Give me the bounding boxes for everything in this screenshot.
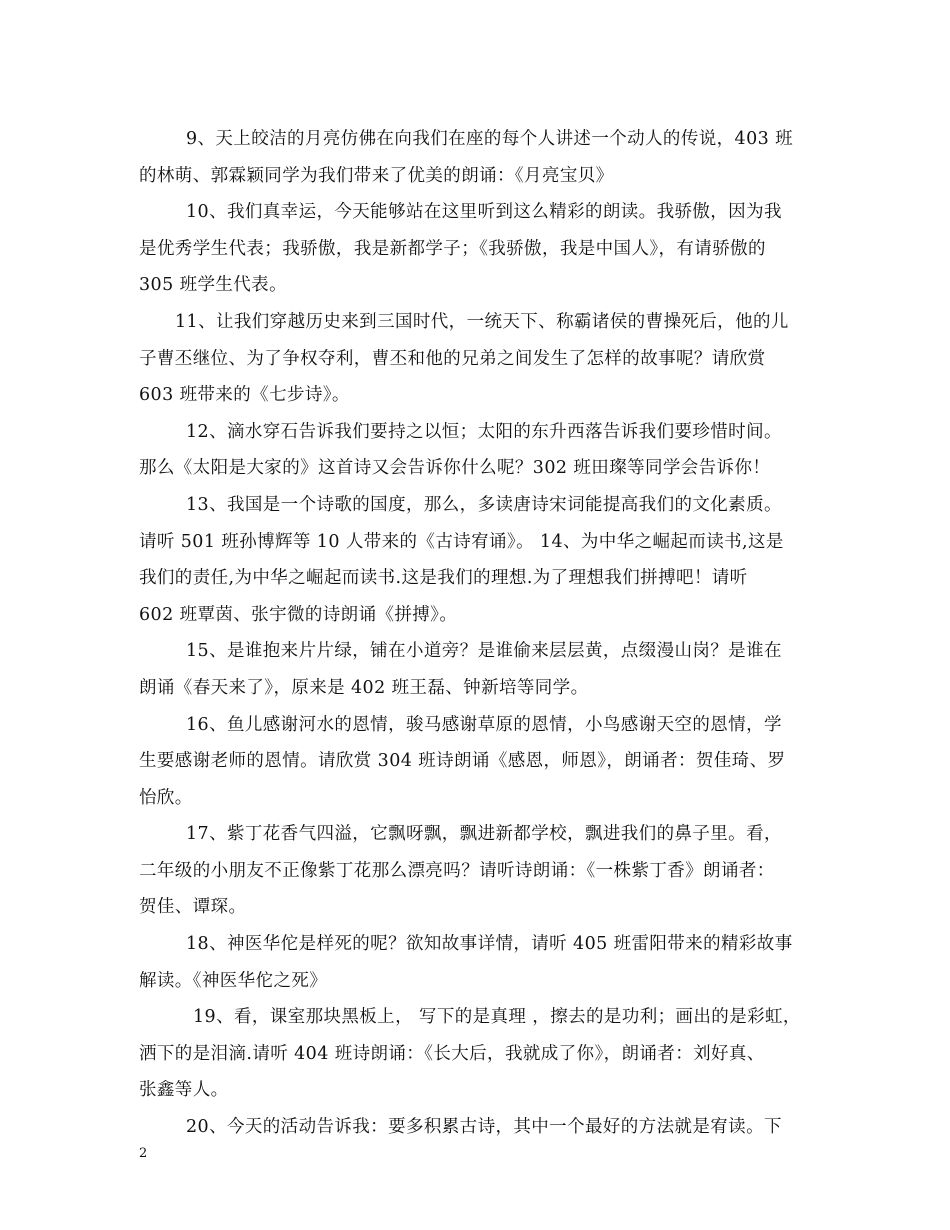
paragraph-17-line-2: 二年级的小朋友不正像紫丁花那么漂亮吗？请听诗朗诵：《一株紫丁香》朗诵者： [139, 860, 775, 881]
paragraph-16-line-3: 怡欣。 [139, 787, 193, 808]
paragraph-17-line-3: 贺佳、谭琛。 [139, 897, 247, 918]
paragraph-18-line-2: 解读。《神医华佗之死》 [139, 970, 328, 991]
paragraph-15-line-1: 15、是谁抱来片片绿，铺在小道旁？是谁偷来层层黄，点缀漫山岗？是谁在 [186, 641, 782, 662]
paragraph-9-line-2: 的林萌、郭霖颖同学为我们带来了优美的朗诵：《月亮宝贝》 [139, 165, 614, 186]
paragraph-17-line-1: 17、紫丁花香气四溢，它飘呀飘，飘进新都学校，飘进我们的鼻子里。看， [186, 824, 782, 845]
paragraph-11-line-1: 11、让我们穿越历史来到三国时代，一统天下、称霸诸侯的曹操死后，他的儿 [175, 311, 789, 332]
paragraph-15-line-2: 朗诵《春天来了》，原来是 402 班王磊、钟新培等同学。 [139, 677, 589, 698]
paragraph-20-line-1: 20、今天的活动告诉我：要多积累古诗，其中一个最好的方法就是宥读。下 [186, 1117, 782, 1138]
paragraph-11-line-3: 603 班带来的《七步诗》。 [139, 385, 350, 406]
paragraph-10-line-1: 10、我们真幸运，今天能够站在这里听到这么精彩的朗读。我骄傲，因为我 [186, 202, 782, 223]
paragraph-13-line-1: 13、我国是一个诗歌的国度，那么，多读唐诗宋词能提高我们的文化素质。 [186, 494, 782, 515]
page-number: 2 [139, 1146, 148, 1161]
paragraph-10-line-2: 是优秀学生代表；我骄傲，我是新都学子；《我骄傲，我是中国人》，有请骄傲的 [139, 238, 766, 259]
paragraph-12-line-2: 那么《太阳是大家的》这首诗又会告诉你什么呢？302 班田璨等同学会告诉你！ [139, 458, 771, 479]
paragraph-14-line-3: 602 班覃茵、张宇微的诗朗诵《拼搏》。 [139, 604, 458, 625]
paragraph-18-line-1: 18、神医华佗是样死的呢？欲知故事详情，请听 405 班雷阳带来的精彩故事 [186, 934, 793, 955]
paragraph-9-line-1: 9、天上皎洁的月亮仿佛在向我们在座的每个人讲述一个动人的传说，403 班 [186, 129, 793, 149]
paragraph-12-line-1: 12、滴水穿石告诉我们要持之以恒；太阳的东升西落告诉我们要珍惜时间。 [186, 421, 782, 442]
paragraph-19-line-3: 张鑫等人。 [139, 1080, 229, 1101]
paragraph-19-line-1: 19、看，课室那块黑板上， 写下的是真理 ，擦去的是功利；画出的是彩虹， [193, 1007, 801, 1028]
document-body [139, 121, 814, 1146]
paragraph-14-line-2: 我们的责任,为中华之崛起而读书.这是我们的理想.为了理想我们拼搏吧！请听 [139, 568, 748, 589]
paragraph-16-line-1: 16、鱼儿感谢河水的恩情，骏马感谢草原的恩情，小鸟感谢天空的恩情，学 [186, 714, 782, 735]
paragraph-16-line-2: 生要感谢老师的恩情。请欣赏 304 班诗朗诵《感恩，师恩》，朗诵者：贺佳琦、罗 [139, 751, 786, 772]
paragraph-11-line-2: 子曹丕继位、为了争权夺利，曹丕和他的兄弟之间发生了怎样的故事呢？请欣赏 [139, 348, 766, 369]
paragraph-13-line-2: 请听 501 班孙博辉等 10 人带来的《古诗宥诵》。 14、为中华之崛起而读书,这是 [139, 531, 784, 552]
paragraph-19-line-2: 洒下的是泪滴.请听 404 班诗朗诵：《长大后，我就成了你》，朗诵者：刘好真、 [139, 1043, 765, 1064]
paragraph-10-line-3: 305 班学生代表。 [139, 275, 287, 296]
